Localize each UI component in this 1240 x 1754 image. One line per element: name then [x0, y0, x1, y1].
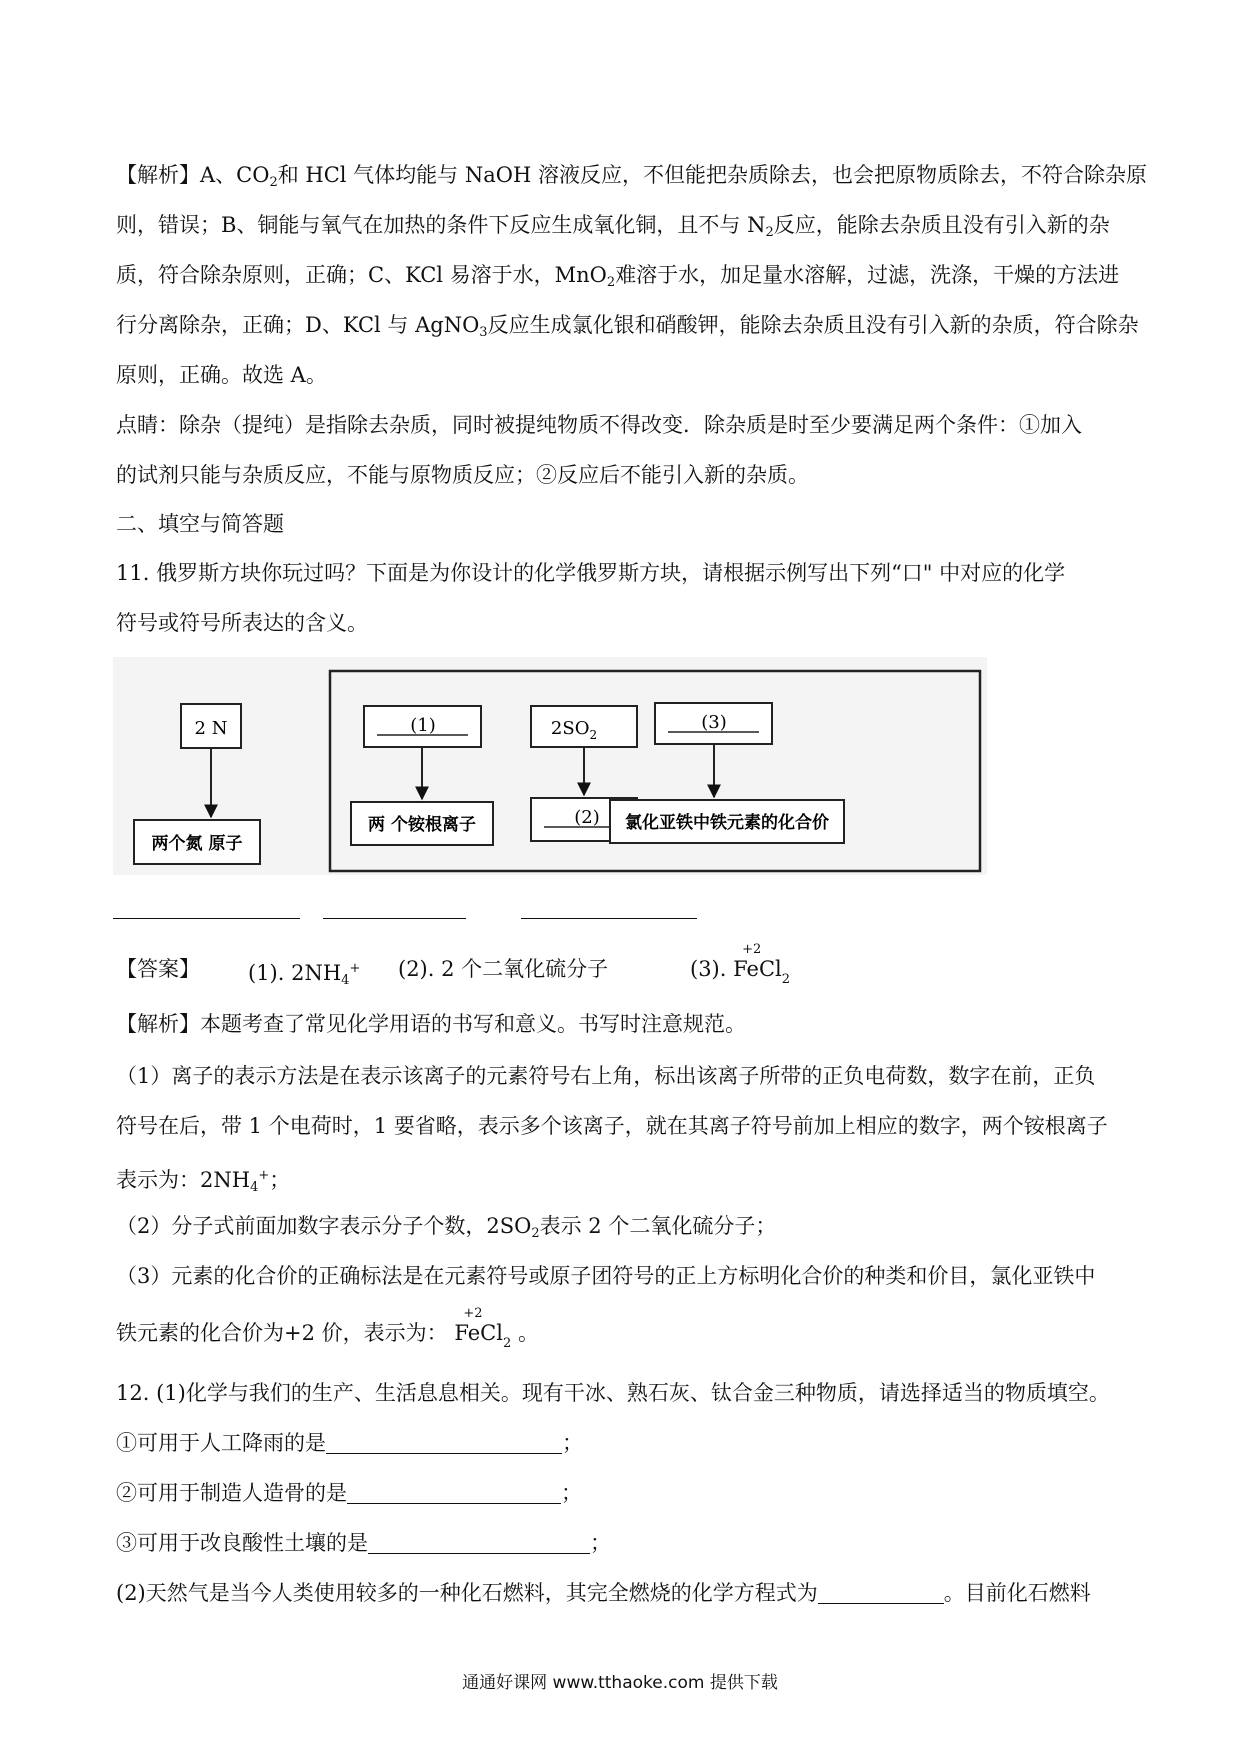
answer-label: 【答案】 — [116, 957, 200, 981]
analysis11-line-5: （2）分子式前面加数字表示分子个数，$2SO_2$表示 2 个二氧化硫分子； — [116, 1214, 777, 1241]
analysis11-line-4: 表示为：$2NH_4^+$； — [116, 1168, 291, 1195]
page-footer: 通通好课网 www.tthaoke.com 提供下载 — [462, 1673, 778, 1693]
q12-blank-4[interactable] — [818, 1581, 944, 1604]
answer-2: (2). 2 个二氧化硫分子 — [398, 957, 609, 981]
q12-item-3: ③可用于改良酸性土壤的是 ； — [116, 1531, 611, 1555]
tetris-diagram — [113, 657, 987, 875]
q12-item-2: ②可用于制造人造骨的是 ； — [116, 1481, 582, 1505]
answer-3-formula: +2 FeCl$_2$ — [733, 942, 791, 987]
analysis11-line-6: （3）元素的化合价的正确标法是在元素符号或原子团符号的正上方标明化合价的种类和价目，氯化亚铁中 — [116, 1264, 1096, 1288]
analysis11-line-2: （1）离子的表示方法是在表示该离子的元素符号右上角，标出该离子所带的正负电荷数，数字在前，正负 — [116, 1064, 1096, 1088]
analysis11-line-7: 铁元素的化合价为+2 价，表示为： +2 FeCl$_2$ 。 — [116, 1318, 539, 1359]
answer-blank-3[interactable] — [521, 918, 697, 919]
q12-line-1: 12. (1)化学与我们的生产、生活息息相关。现有干冰、熟石灰、钛合金三种物质，请选择适当的物质填空。 — [116, 1381, 1110, 1405]
analysis11-line-1: 【解析】本题考查了常见化学用语的书写和意义。书写时注意规范。 — [116, 1012, 746, 1036]
q11-line-2: 符号或符号所表达的含义。 — [116, 611, 368, 635]
q12-blank-3[interactable] — [368, 1531, 590, 1554]
answer-blank-2[interactable] — [323, 918, 466, 919]
q11-line-1: 11. 俄罗斯方块你玩过吗？下面是为你设计的化学俄罗斯方块，请根据示例写出下列“口" 中对应的化学 — [116, 561, 1066, 585]
answer-1: (1). $2NH_4^+$ — [248, 961, 361, 988]
analysis-line-2: 则，错误；B、铜能与氧气在加热的条件下反应生成氧化铜，且不与 $N_2$反应，能除去杂质且没有引入新的杂 — [116, 213, 1110, 240]
box1-top-text: (1) — [410, 715, 436, 736]
q12-blank-1[interactable] — [326, 1431, 562, 1454]
analysis-line-4: 行分离除杂，正确；D、KCl 与 AgNO$_3$反应生成氯化银和硝酸钾，能除去杂质且没有引入新的杂质，符合除杂 — [116, 313, 1139, 340]
analysis11-formula: +2 FeCl$_2$ — [454, 1306, 512, 1351]
example-top-text: 2 N — [194, 718, 228, 739]
box2-top-text: $2SO_2$ — [550, 718, 598, 742]
analysis-line-5: 原则，正确。故选 A。 — [116, 363, 327, 387]
example-bottom-text: 两个氮 原子 — [151, 834, 243, 854]
answer-blank-1[interactable] — [113, 918, 300, 919]
q12-blank-2[interactable] — [347, 1481, 561, 1504]
tip-line-1: 点睛：除杂（提纯）是指除去杂质，同时被提纯物质不得改变．除杂质是时至少要满足两个条件：①加入 — [116, 413, 1082, 437]
box3-bottom-text: 氯化亚铁中铁元素的化合价 — [625, 813, 829, 833]
analysis-line-3: 质，符合除杂原则，正确；C、KCl 易溶于水，MnO$_2$难溶于水，加足量水溶解，过滤，洗涤，干燥的方法进 — [116, 263, 1120, 290]
box2-bottom-text: (2) — [574, 807, 600, 828]
analysis-line-1: 【解析】A、$CO_2$和 HCl 气体均能与 NaOH 溶液反应，不但能把杂质除去，也会把原物质除去，不符合除杂原 — [116, 163, 1147, 190]
section-heading: 二、填空与简答题 — [116, 512, 284, 536]
q12-item-1: ①可用于人工降雨的是 ； — [116, 1431, 583, 1455]
box1-bottom-text: 两 个铵根离子 — [368, 815, 476, 835]
tip-line-2: 的试剂只能与杂质反应，不能与原物质反应；②反应后不能引入新的杂质。 — [116, 463, 809, 487]
answer-3: (3). +2 FeCl$_2$ — [690, 954, 790, 995]
box3-top-text: (3) — [701, 712, 727, 733]
analysis11-line-3: 符号在后，带 1 个电荷时，1 要省略，表示多个该离子，就在其离子符号前加上相应的数字，两个铵根离子 — [116, 1114, 1108, 1138]
q12-line-5: (2)天然气是当今人类使用较多的一种化石燃料，其完全燃烧的化学方程式为 。目前化石燃料 — [116, 1581, 1091, 1605]
